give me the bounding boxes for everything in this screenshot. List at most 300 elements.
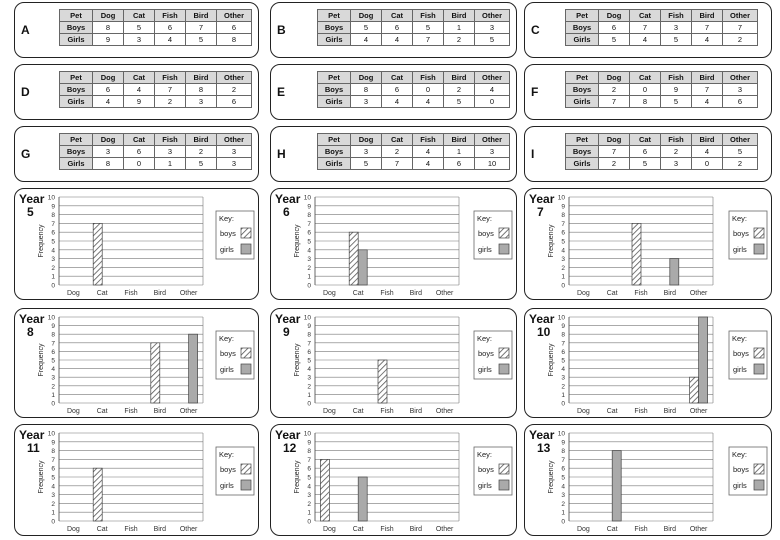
column-header: Cat xyxy=(382,72,413,84)
column-header: Pet xyxy=(566,72,599,84)
year-word: Year xyxy=(19,312,45,326)
table-cell: 3 xyxy=(661,22,692,34)
y-tick-label: 4 xyxy=(561,483,565,491)
x-tick-label: Bird xyxy=(409,526,423,533)
row-label: Boys xyxy=(318,146,351,158)
y-tick-label: 3 xyxy=(307,492,311,500)
legend-girls-label: girls xyxy=(220,245,234,254)
column-header: Other xyxy=(723,10,758,22)
column-header: Cat xyxy=(124,10,155,22)
y-tick-label: 0 xyxy=(307,282,311,290)
column-header: Fish xyxy=(661,10,692,22)
bar-chart xyxy=(525,309,773,419)
table-cell: 5 xyxy=(124,22,155,34)
y-tick-label: 4 xyxy=(51,366,55,374)
y-tick-label: 10 xyxy=(303,194,311,202)
table-cell: 5 xyxy=(599,34,630,46)
table-cell: 8 xyxy=(186,84,217,96)
table-row xyxy=(60,146,252,158)
legend-boys-swatch xyxy=(499,464,509,474)
card-letter: F xyxy=(531,85,539,99)
table-card-f xyxy=(524,64,772,120)
legend-boys-label: boys xyxy=(733,465,749,474)
table-cell: 0 xyxy=(475,96,510,108)
y-tick-label: 4 xyxy=(561,366,565,374)
x-tick-label: Cat xyxy=(96,290,108,297)
x-tick-label: Other xyxy=(435,526,454,533)
column-header: Other xyxy=(217,134,252,146)
legend-girls-label: girls xyxy=(478,245,492,254)
legend-girls-swatch xyxy=(241,364,251,374)
bar-boys-fish xyxy=(632,223,641,285)
table-cell: 4 xyxy=(475,84,510,96)
card-letter: I xyxy=(531,147,535,161)
x-tick-label: Other xyxy=(689,408,708,415)
column-header: Cat xyxy=(124,72,155,84)
table-row xyxy=(60,84,252,96)
y-tick-label: 2 xyxy=(561,500,565,508)
column-header: Pet xyxy=(318,134,351,146)
y-tick-label: 10 xyxy=(303,430,311,438)
bar-boys-cat xyxy=(349,232,358,285)
pet-table xyxy=(565,9,758,46)
y-tick-label: 2 xyxy=(51,383,55,391)
legend-boys-swatch xyxy=(754,348,764,358)
column-header: Bird xyxy=(444,72,475,84)
legend-girls-label: girls xyxy=(733,245,747,254)
x-tick-label: Other xyxy=(435,408,454,415)
legend-boys-label: boys xyxy=(478,465,494,474)
y-tick-label: 5 xyxy=(51,474,55,482)
y-tick-label: 7 xyxy=(561,340,565,348)
table-cell: 7 xyxy=(692,84,723,96)
table-row xyxy=(60,34,252,46)
y-tick-label: 6 xyxy=(307,465,311,473)
y-tick-label: 4 xyxy=(51,483,55,491)
x-tick-label: Fish xyxy=(380,290,394,297)
y-tick-label: 7 xyxy=(51,340,55,348)
column-header: Pet xyxy=(318,10,351,22)
bar-chart xyxy=(525,189,773,301)
table-cell: 6 xyxy=(723,96,758,108)
table-cell: 5 xyxy=(661,34,692,46)
year-number: 13 xyxy=(537,441,551,455)
bar-chart xyxy=(271,189,518,301)
table-cell: 4 xyxy=(93,96,124,108)
table-cell: 8 xyxy=(630,96,661,108)
x-tick-label: Bird xyxy=(153,408,167,415)
row-label: Girls xyxy=(60,158,93,170)
table-cell: 3 xyxy=(186,96,217,108)
row-label: Boys xyxy=(318,22,351,34)
table-cell: 2 xyxy=(155,96,186,108)
y-tick-label: 9 xyxy=(307,203,311,211)
year-word: Year xyxy=(275,428,301,442)
card-letter: C xyxy=(531,23,540,37)
y-tick-label: 8 xyxy=(51,331,55,339)
legend-boys-label: boys xyxy=(733,229,749,238)
bar-chart xyxy=(525,425,773,537)
x-tick-label: Bird xyxy=(409,408,423,415)
y-tick-label: 7 xyxy=(51,220,55,228)
legend-boys-label: boys xyxy=(478,349,494,358)
chart-card-year-12 xyxy=(270,424,517,536)
column-header: Fish xyxy=(413,134,444,146)
table-cell: 7 xyxy=(155,84,186,96)
x-tick-label: Dog xyxy=(576,526,590,533)
y-tick-label: 2 xyxy=(51,500,55,508)
bar-chart xyxy=(15,309,260,419)
table-cell: 8 xyxy=(93,158,124,170)
column-header: Cat xyxy=(630,10,661,22)
y-tick-label: 0 xyxy=(51,282,55,290)
table-cell: 7 xyxy=(382,158,413,170)
legend-boys-label: boys xyxy=(220,229,236,238)
x-tick-label: Bird xyxy=(153,290,167,297)
table-row xyxy=(318,84,510,96)
y-tick-label: 2 xyxy=(561,383,565,391)
year-word: Year xyxy=(275,312,301,326)
y-tick-label: 7 xyxy=(307,220,311,228)
card-letter: E xyxy=(277,85,286,99)
x-tick-label: Fish xyxy=(634,408,648,415)
y-tick-label: 6 xyxy=(307,229,311,237)
y-tick-label: 0 xyxy=(561,282,565,290)
column-header: Dog xyxy=(599,10,630,22)
table-row xyxy=(318,158,510,170)
y-tick-label: 9 xyxy=(51,323,55,331)
column-header: Fish xyxy=(413,72,444,84)
legend-boys-swatch xyxy=(241,228,251,238)
table-card-i xyxy=(524,126,772,182)
x-tick-label: Cat xyxy=(352,408,364,415)
x-tick-label: Other xyxy=(689,526,708,533)
table-card-b xyxy=(270,2,517,58)
legend-girls-label: girls xyxy=(478,481,492,490)
column-header: Other xyxy=(217,10,252,22)
y-tick-label: 9 xyxy=(561,203,565,211)
column-header: Pet xyxy=(566,134,599,146)
y-tick-label: 6 xyxy=(561,465,565,473)
column-header: Bird xyxy=(692,72,723,84)
legend-boys-swatch xyxy=(754,228,764,238)
table-card-a xyxy=(14,2,259,58)
y-tick-label: 7 xyxy=(307,340,311,348)
legend-girls-label: girls xyxy=(733,365,747,374)
legend-title: Key: xyxy=(219,214,235,223)
chart-legend xyxy=(216,447,254,495)
pet-table xyxy=(59,133,252,170)
legend-boys-label: boys xyxy=(220,465,236,474)
x-tick-label: Bird xyxy=(663,408,677,415)
y-tick-label: 5 xyxy=(51,238,55,246)
legend-girls-swatch xyxy=(499,244,509,254)
table-row xyxy=(318,146,510,158)
x-tick-label: Other xyxy=(435,290,454,297)
table-cell: 4 xyxy=(692,34,723,46)
y-tick-label: 6 xyxy=(51,465,55,473)
y-tick-label: 10 xyxy=(47,194,55,202)
chart-legend xyxy=(729,331,767,379)
table-cell: 0 xyxy=(413,84,444,96)
bar-girls-other xyxy=(699,317,708,403)
y-axis-label: Frequency xyxy=(294,460,301,494)
y-tick-label: 7 xyxy=(561,456,565,464)
year-word: Year xyxy=(19,192,45,206)
table-row xyxy=(566,158,758,170)
y-tick-label: 5 xyxy=(307,357,311,365)
pet-table xyxy=(59,9,252,46)
chart-card-year-6 xyxy=(270,188,517,300)
table-cell: 2 xyxy=(444,84,475,96)
chart-legend xyxy=(474,211,512,259)
y-tick-label: 3 xyxy=(561,374,565,382)
chart-card-year-5 xyxy=(14,188,259,300)
table-cell: 3 xyxy=(217,146,252,158)
table-cell: 2 xyxy=(599,84,630,96)
chart-legend xyxy=(474,447,512,495)
table-cell: 6 xyxy=(382,22,413,34)
bar-chart xyxy=(15,189,260,301)
legend-boys-swatch xyxy=(241,464,251,474)
legend-boys-swatch xyxy=(499,348,509,358)
row-label: Boys xyxy=(60,146,93,158)
table-cell: 5 xyxy=(723,146,758,158)
table-cell: 6 xyxy=(155,22,186,34)
column-header: Dog xyxy=(93,10,124,22)
x-tick-label: Cat xyxy=(352,526,364,533)
chart-legend xyxy=(729,211,767,259)
table-cell: 0 xyxy=(692,158,723,170)
y-tick-label: 3 xyxy=(307,256,311,264)
column-header: Other xyxy=(723,134,758,146)
table-cell: 4 xyxy=(124,84,155,96)
bar-chart xyxy=(271,425,518,537)
legend-girls-swatch xyxy=(241,480,251,490)
table-cell: 8 xyxy=(217,34,252,46)
x-tick-label: Bird xyxy=(153,526,167,533)
row-label: Girls xyxy=(60,34,93,46)
y-tick-label: 6 xyxy=(561,229,565,237)
table-cell: 4 xyxy=(413,158,444,170)
column-header: Bird xyxy=(692,10,723,22)
chart-legend xyxy=(729,447,767,495)
legend-boys-label: boys xyxy=(220,349,236,358)
table-cell: 2 xyxy=(444,34,475,46)
pet-table xyxy=(565,71,758,108)
y-tick-label: 4 xyxy=(51,247,55,255)
y-axis-label: Frequency xyxy=(548,343,555,377)
bar-boys-other xyxy=(690,377,699,403)
x-tick-label: Bird xyxy=(409,290,423,297)
table-cell: 6 xyxy=(630,146,661,158)
bar-boys-bird xyxy=(151,343,160,403)
row-label: Girls xyxy=(318,34,351,46)
column-header: Pet xyxy=(566,10,599,22)
pet-table xyxy=(317,71,510,108)
x-tick-label: Cat xyxy=(606,408,618,415)
row-label: Boys xyxy=(60,22,93,34)
column-header: Pet xyxy=(60,72,93,84)
chart-card-year-13 xyxy=(524,424,772,536)
y-axis-label: Frequency xyxy=(294,224,301,258)
y-tick-label: 8 xyxy=(561,212,565,220)
table-cell: 2 xyxy=(723,34,758,46)
column-header: Fish xyxy=(413,10,444,22)
y-axis-label: Frequency xyxy=(38,460,45,494)
column-header: Fish xyxy=(661,72,692,84)
row-label: Girls xyxy=(60,96,93,108)
table-cell: 5 xyxy=(186,158,217,170)
y-tick-label: 1 xyxy=(307,391,311,399)
y-tick-label: 3 xyxy=(51,492,55,500)
bar-girls-cat xyxy=(358,477,367,521)
table-cell: 3 xyxy=(124,34,155,46)
table-cell: 6 xyxy=(217,96,252,108)
y-tick-label: 10 xyxy=(47,430,55,438)
bar-boys-cat xyxy=(93,468,102,521)
legend-title: Key: xyxy=(732,334,748,343)
y-tick-label: 2 xyxy=(307,264,311,272)
column-header: Dog xyxy=(351,134,382,146)
x-tick-label: Cat xyxy=(606,526,618,533)
legend-boys-swatch xyxy=(499,228,509,238)
year-number: 11 xyxy=(27,441,40,455)
y-tick-label: 4 xyxy=(307,247,311,255)
y-tick-label: 1 xyxy=(51,273,55,281)
y-tick-label: 1 xyxy=(307,273,311,281)
table-cell: 5 xyxy=(475,34,510,46)
table-cell: 7 xyxy=(692,22,723,34)
legend-girls-swatch xyxy=(754,244,764,254)
table-card-c xyxy=(524,2,772,58)
table-cell: 9 xyxy=(93,34,124,46)
legend-girls-swatch xyxy=(499,480,509,490)
legend-boys-label: boys xyxy=(733,349,749,358)
column-header: Dog xyxy=(599,72,630,84)
x-tick-label: Fish xyxy=(124,408,138,415)
table-row xyxy=(566,96,758,108)
legend-girls-swatch xyxy=(754,480,764,490)
y-tick-label: 9 xyxy=(561,439,565,447)
row-label: Girls xyxy=(318,158,351,170)
table-cell: 7 xyxy=(723,22,758,34)
y-tick-label: 0 xyxy=(561,400,565,408)
pet-table xyxy=(59,71,252,108)
table-cell: 2 xyxy=(217,84,252,96)
card-letter: D xyxy=(21,85,30,99)
x-tick-label: Fish xyxy=(124,290,138,297)
table-cell: 6 xyxy=(382,84,413,96)
x-tick-label: Bird xyxy=(663,526,677,533)
table-cell: 7 xyxy=(186,22,217,34)
y-tick-label: 2 xyxy=(307,500,311,508)
table-cell: 6 xyxy=(124,146,155,158)
y-tick-label: 6 xyxy=(307,348,311,356)
column-header: Dog xyxy=(93,72,124,84)
legend-boys-label: boys xyxy=(478,229,494,238)
column-header: Other xyxy=(475,72,510,84)
table-cell: 5 xyxy=(661,96,692,108)
table-row xyxy=(318,34,510,46)
y-tick-label: 3 xyxy=(307,374,311,382)
y-tick-label: 4 xyxy=(307,366,311,374)
table-cell: 8 xyxy=(93,22,124,34)
table-cell: 4 xyxy=(382,34,413,46)
legend-title: Key: xyxy=(477,450,493,459)
bar-boys-dog xyxy=(320,459,329,521)
y-tick-label: 3 xyxy=(51,256,55,264)
y-axis-label: Frequency xyxy=(294,343,301,377)
x-tick-label: Dog xyxy=(66,526,80,533)
year-word: Year xyxy=(19,428,45,442)
y-axis-label: Frequency xyxy=(548,460,555,494)
year-number: 9 xyxy=(283,325,290,339)
y-tick-label: 3 xyxy=(51,374,55,382)
chart-legend xyxy=(216,331,254,379)
y-tick-label: 3 xyxy=(561,492,565,500)
table-cell: 5 xyxy=(351,22,382,34)
y-tick-label: 8 xyxy=(51,448,55,456)
column-header: Other xyxy=(475,10,510,22)
table-cell: 8 xyxy=(351,84,382,96)
column-header: Fish xyxy=(155,134,186,146)
row-label: Boys xyxy=(318,84,351,96)
y-tick-label: 0 xyxy=(561,518,565,526)
pet-table xyxy=(317,133,510,170)
year-number: 8 xyxy=(27,325,34,339)
y-tick-label: 9 xyxy=(51,439,55,447)
column-header: Bird xyxy=(444,10,475,22)
x-tick-label: Cat xyxy=(96,526,108,533)
table-card-e xyxy=(270,64,517,120)
table-cell: 0 xyxy=(124,158,155,170)
y-tick-label: 4 xyxy=(561,247,565,255)
table-row xyxy=(318,22,510,34)
column-header: Bird xyxy=(444,134,475,146)
y-tick-label: 5 xyxy=(307,238,311,246)
table-cell: 2 xyxy=(186,146,217,158)
legend-title: Key: xyxy=(477,334,493,343)
table-card-d xyxy=(14,64,259,120)
row-label: Girls xyxy=(566,34,599,46)
x-tick-label: Dog xyxy=(322,290,336,297)
y-axis-label: Frequency xyxy=(38,224,45,258)
y-tick-label: 8 xyxy=(51,212,55,220)
x-tick-label: Fish xyxy=(634,526,648,533)
column-header: Dog xyxy=(93,134,124,146)
column-header: Cat xyxy=(382,134,413,146)
x-tick-label: Cat xyxy=(96,408,108,415)
y-tick-label: 6 xyxy=(51,348,55,356)
table-cell: 6 xyxy=(93,84,124,96)
column-header: Bird xyxy=(186,72,217,84)
table-cell: 5 xyxy=(630,158,661,170)
y-tick-label: 0 xyxy=(51,400,55,408)
card-letter: A xyxy=(21,23,30,37)
table-row xyxy=(566,84,758,96)
column-header: Cat xyxy=(382,10,413,22)
table-cell: 4 xyxy=(351,34,382,46)
table-cell: 3 xyxy=(351,96,382,108)
x-tick-label: Other xyxy=(689,290,708,297)
table-cell: 2 xyxy=(723,158,758,170)
y-tick-label: 10 xyxy=(557,194,565,202)
table-cell: 7 xyxy=(599,96,630,108)
legend-title: Key: xyxy=(732,214,748,223)
table-cell: 2 xyxy=(661,146,692,158)
column-header: Other xyxy=(217,72,252,84)
